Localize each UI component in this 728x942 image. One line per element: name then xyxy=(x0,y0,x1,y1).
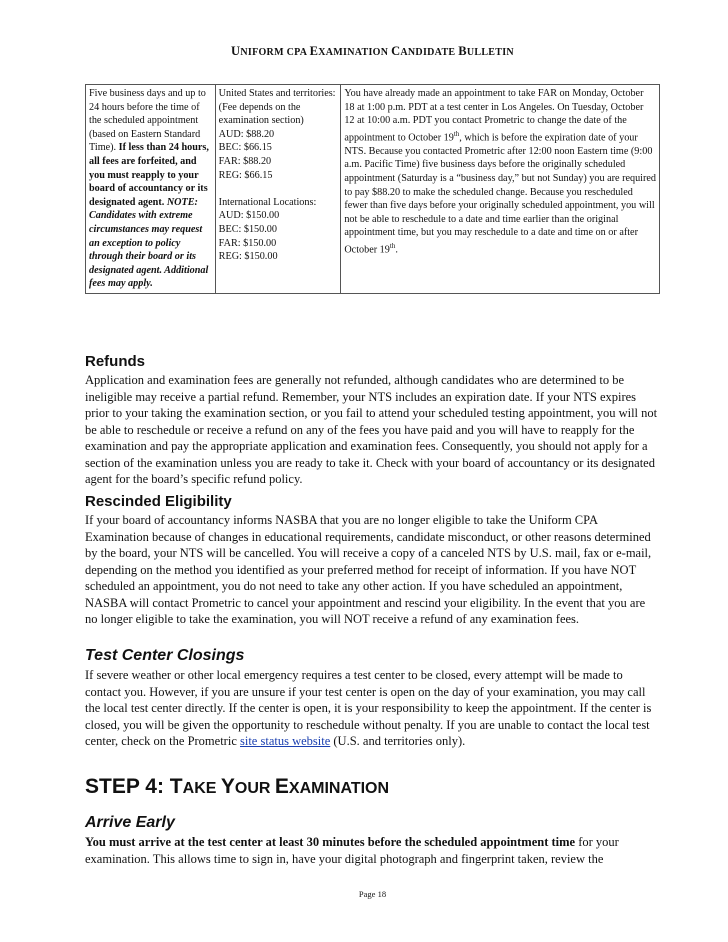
fee-line: REG: $66.15 xyxy=(218,169,273,181)
step4-heading xyxy=(85,775,660,799)
section-body: If your board of accountancy informs NASBA that you are no longer eligible to take the Uniform CPA Examination because of changes in educational requirements, candidate misconduct, or other reasons determined by the board, your NTS will be cancelled. You will receive a copy of a canceled NTS by U.S. mail, fax or e-mail, depending on the method you identified as your preferred method for receipt of information. If you have NOT scheduled an appointment, you do not need to take any other action. If you have scheduled an appointment, NASBA will contact Prometric to cancel your appointment and rescind your eligibility. In the event that you are no longer eligible to take the examination, you will NOT receive a refund of any examination fees. xyxy=(85,513,652,626)
section-heading: Rescinded Eligibility xyxy=(85,493,232,510)
page-number: Page 18 xyxy=(358,889,387,899)
fee-line: BEC: $150.00 xyxy=(218,223,277,235)
reschedule-fee-table xyxy=(85,84,660,294)
section-heading: Arrive Early xyxy=(85,814,175,831)
us-fee-heading: United States and territories: xyxy=(218,88,336,99)
rescinded-section xyxy=(85,493,660,628)
fee-line: BEC: $66.15 xyxy=(218,142,272,154)
fee-line: AUD: $150.00 xyxy=(218,210,280,222)
fee-line: AUD: $88.20 xyxy=(218,128,275,140)
fee-line: FAR: $150.00 xyxy=(218,237,277,249)
site-status-link[interactable]: site status website xyxy=(240,734,331,748)
refunds-section xyxy=(85,353,660,488)
timing-text: Five business days and up to 24 hours before the time of the scheduled appointment (based on Eastern Standard Time). xyxy=(89,88,206,154)
us-fee-note: (Fee depends on the examination section) xyxy=(218,101,304,127)
intl-fee-heading: International Locations: xyxy=(218,196,317,208)
section-body: Application and examination fees are generally not refunded, although candidates who are determined to be ineligible may receive a partial refund. Remember, your NTS includes an expiration date. If your NTS expires prior to your taking the examination section, or you fail to attend your scheduled testing appointment, you will not be able to reschedule or receive a refund on any of the fees you have paid and you will have to reapply for the examination and pay the appropriate application and examination fees. Consequently, you should not apply for a section of the examination unless you are ready to take it. Check with your board of accountancy or its designated agent for the board’s specific refund policy. xyxy=(85,373,658,486)
timing-cell xyxy=(86,85,216,294)
closings-section xyxy=(85,647,660,750)
section-heading: Refunds xyxy=(85,353,145,370)
example-cell: You have already made an appointment to take FAR on Monday, October 18 at 1:00 p.m. PDT at a test center in Los Angeles. On Tuesday, October 12 at 10:00 a.m. PDT you contact Prometric to change the date of the appointment to October 19th, which is before the expiration date of your NTS. Because you contacted Prometric after 12:00 noon Eastern time (9:00 a.m. Pacific Time) five business days before the originally scheduled appointment (Saturday is a “business day,” but not Sunday) you are required to pay $88.20 to make the scheduled change. Because you rescheduled fewer than five days before your originally scheduled appointment, you will not be able to reschedule to a date and time earlier than the original appointment time, but you may reschedule to a date and time on or after October 19th. xyxy=(341,85,660,294)
forfeit-text: If less than 24 hours, all fees are forfeited, and you must reapply to your board of accountancy or its designated agent. xyxy=(89,142,209,208)
fee-line: REG: $150.00 xyxy=(218,251,278,263)
bulletin-header: UNIFORM CPA EXAMINATION CANDIDATE BULLETIN xyxy=(231,44,514,58)
arrive-section xyxy=(85,814,660,867)
fee-cell xyxy=(215,85,341,294)
step-title: STEP 4: TAKE YOUR EXAMINATION xyxy=(85,775,390,798)
section-body: If severe weather or other local emergency requires a test center to be closed, every attempt will be made to contact you. However, if you are unsure if your test center is open on the day of your examination, you may call the local test center directly. If the center is open, it is your responsibility to keep the appointment. If the center is closed, you will be given the opportunity to reschedule without penalty. If you are unable to contact the local test center, check on the Prometric site status website (U.S. and territories only). xyxy=(85,668,652,748)
section-body: You must arrive at the test center at least 30 minutes before the scheduled appointment time for your examination. This allows time to sign in, have your digital photograph and fingerprint taken, review the xyxy=(85,835,619,866)
table-row xyxy=(86,85,660,294)
section-heading: Test Center Closings xyxy=(85,647,245,664)
fee-line: FAR: $88.20 xyxy=(218,155,272,167)
exception-note: NOTE: Candidates with extreme circumstances may request an exception to policy through their board or its designated agent. Additional fees may apply. xyxy=(89,196,209,290)
